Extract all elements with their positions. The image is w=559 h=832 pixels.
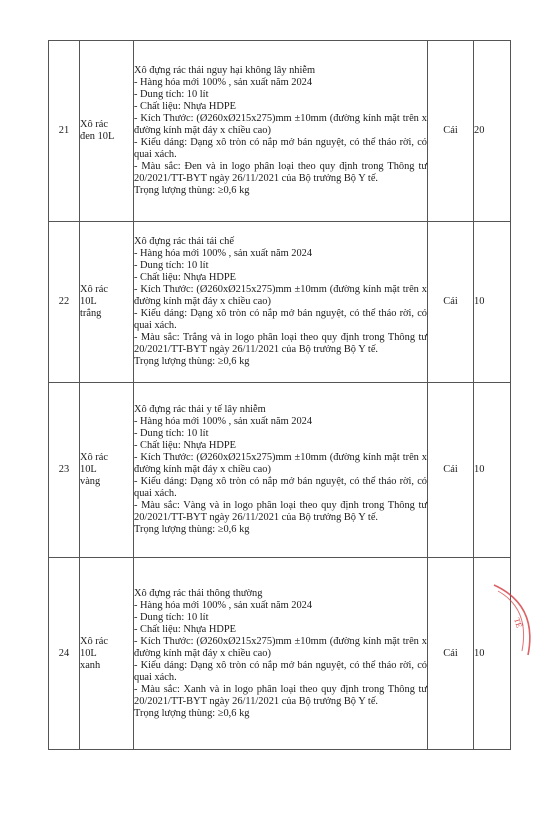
item-spec-line: - Kích Thước: (Ø260xØ215x275)mm ±10mm (đường kính mặt trên x đường kính mặt đáy x chiều cao) (134, 284, 427, 307)
item-name-line: Xô rác (80, 119, 108, 130)
item-spec-line: Trọng lượng thùng: ≥0,6 kg (134, 707, 250, 719)
item-spec-line: - Kiểu dáng: Dạng xô tròn có nắp mở bán nguyệt, có thể tháo rời, có quai xách. (134, 137, 427, 160)
item-number-cell: 23 (49, 383, 80, 558)
item-spec-line: - Hàng hóa mới 100% , sản xuất năm 2024 (134, 416, 313, 427)
item-name-line: đen 10L (80, 131, 115, 142)
item-name-cell (80, 558, 134, 750)
item-name-line: xanh (80, 659, 101, 671)
item-quantity-cell: 20 (474, 41, 511, 222)
item-unit-cell: Cái (428, 383, 474, 558)
item-number-cell: 21 (49, 41, 80, 222)
table-row (49, 222, 511, 383)
item-spec-line: - Hàng hóa mới 100% , sản xuất năm 2024 (134, 77, 313, 88)
item-spec-line: - Kích Thước: (Ø260xØ215x275)mm ±10mm (đường kính mặt trên x đường kính mặt đáy x chiều cao) (134, 452, 427, 475)
item-spec-line: - Màu sắc: Xanh và in logo phân loại theo quy định trong Thông tư 20/2021/TT-BYT ngày 26/11/2021 của Bộ trưởng Bộ Y tế. (134, 683, 427, 707)
item-quantity-cell: 10 (474, 558, 511, 750)
item-spec-line: - Chất liệu: Nhựa HDPE (134, 101, 237, 112)
item-spec-line: - Màu sắc: Đen và in logo phân loại theo quy định trong Thông tư 20/2021/TT-BYT ngày 26/11/2021 của Bộ trưởng Bộ Y tế. (134, 161, 427, 184)
item-spec-line: - Chất liệu: Nhựa HDPE (134, 272, 237, 283)
item-name-line: 10L (80, 464, 97, 475)
table-row (49, 383, 511, 558)
item-name-line: 10L (80, 296, 97, 307)
item-name-cell (80, 383, 134, 558)
item-spec-line: - Hàng hóa mới 100% , sản xuất năm 2024 (134, 599, 313, 611)
item-description-title: Xô đựng rác thải tái chế (134, 236, 234, 247)
item-name-line: vàng (80, 476, 101, 487)
item-spec-line: Trọng lượng thùng: ≥0,6 kg (134, 185, 250, 196)
table-row (49, 558, 511, 750)
item-description-title: Xô đựng rác thải nguy hại không lây nhiễm (134, 65, 316, 76)
stamp-text: TẾ (512, 616, 524, 629)
item-spec-line: - Kiểu dáng: Dạng xô tròn có nắp mở bán nguyệt, có thể tháo rời, có quai xách. (134, 308, 427, 331)
item-spec-line: - Kích Thước: (Ø260xØ215x275)mm ±10mm (đường kính mặt trên x đường kính mặt đáy x chiều cao) (134, 113, 427, 136)
item-spec-line: - Kiểu dáng: Dạng xô tròn có nắp mở bán nguyệt, có thể tháo rời, có quai xách. (134, 659, 427, 683)
item-spec-line: - Kiểu dáng: Dạng xô tròn có nắp mở bán nguyệt, có thể tháo rời, có quai xách. (134, 476, 427, 499)
item-spec-line: - Màu sắc: Vàng và in logo phân loại theo quy định trong Thông tư 20/2021/TT-BYT ngày 26/11/2021 của Bộ trưởng Bộ Y tế. (134, 500, 427, 523)
item-spec-line: Trọng lượng thùng: ≥0,6 kg (134, 524, 250, 535)
item-unit-cell: Cái (428, 41, 474, 222)
item-unit-cell: Cái (428, 222, 474, 383)
item-spec-line: - Chất liệu: Nhựa HDPE (134, 623, 237, 635)
item-name-line: Xô rác (80, 635, 108, 647)
item-quantity-cell: 10 (474, 383, 511, 558)
item-spec-line: - Dung tích: 10 lít (134, 89, 209, 100)
item-number-cell: 22 (49, 222, 80, 383)
item-name-cell (80, 222, 134, 383)
equipment-spec-table (48, 40, 511, 750)
item-number-cell: 24 (49, 558, 80, 750)
item-description-cell (134, 383, 428, 558)
item-spec-line: - Dung tích: 10 lít (134, 260, 209, 271)
item-description-cell (134, 558, 428, 750)
item-name-line: Xô rác (80, 284, 108, 295)
item-spec-line: - Màu sắc: Trắng và in logo phân loại theo quy định trong Thông tư 20/2021/TT-BYT ngày 26/11/2021 của Bộ trưởng Bộ Y tế. (134, 332, 427, 355)
item-spec-line: - Chất liệu: Nhựa HDPE (134, 440, 237, 451)
item-name-line: trắng (80, 308, 102, 319)
item-unit-cell: Cái (428, 558, 474, 750)
item-spec-line: - Hàng hóa mới 100% , sản xuất năm 2024 (134, 248, 313, 259)
item-name-cell (80, 41, 134, 222)
item-description-title: Xô đựng rác thải thông thường (134, 587, 263, 599)
table-body (49, 41, 511, 750)
item-spec-line: Trọng lượng thùng: ≥0,6 kg (134, 356, 250, 367)
table-row (49, 41, 511, 222)
item-spec-line: - Dung tích: 10 lít (134, 428, 209, 439)
item-name-line: Xô rác (80, 452, 108, 463)
item-spec-line: - Dung tích: 10 lít (134, 611, 209, 623)
item-description-title: Xô đựng rác thải y tế lây nhiễm (134, 404, 266, 415)
item-spec-line: - Kích Thước: (Ø260xØ215x275)mm ±10mm (đường kính mặt trên x đường kính mặt đáy x chiều cao) (134, 635, 427, 659)
item-quantity-cell: 10 (474, 222, 511, 383)
item-description-cell (134, 41, 428, 222)
item-description-cell (134, 222, 428, 383)
item-name-line: 10L (80, 647, 97, 659)
